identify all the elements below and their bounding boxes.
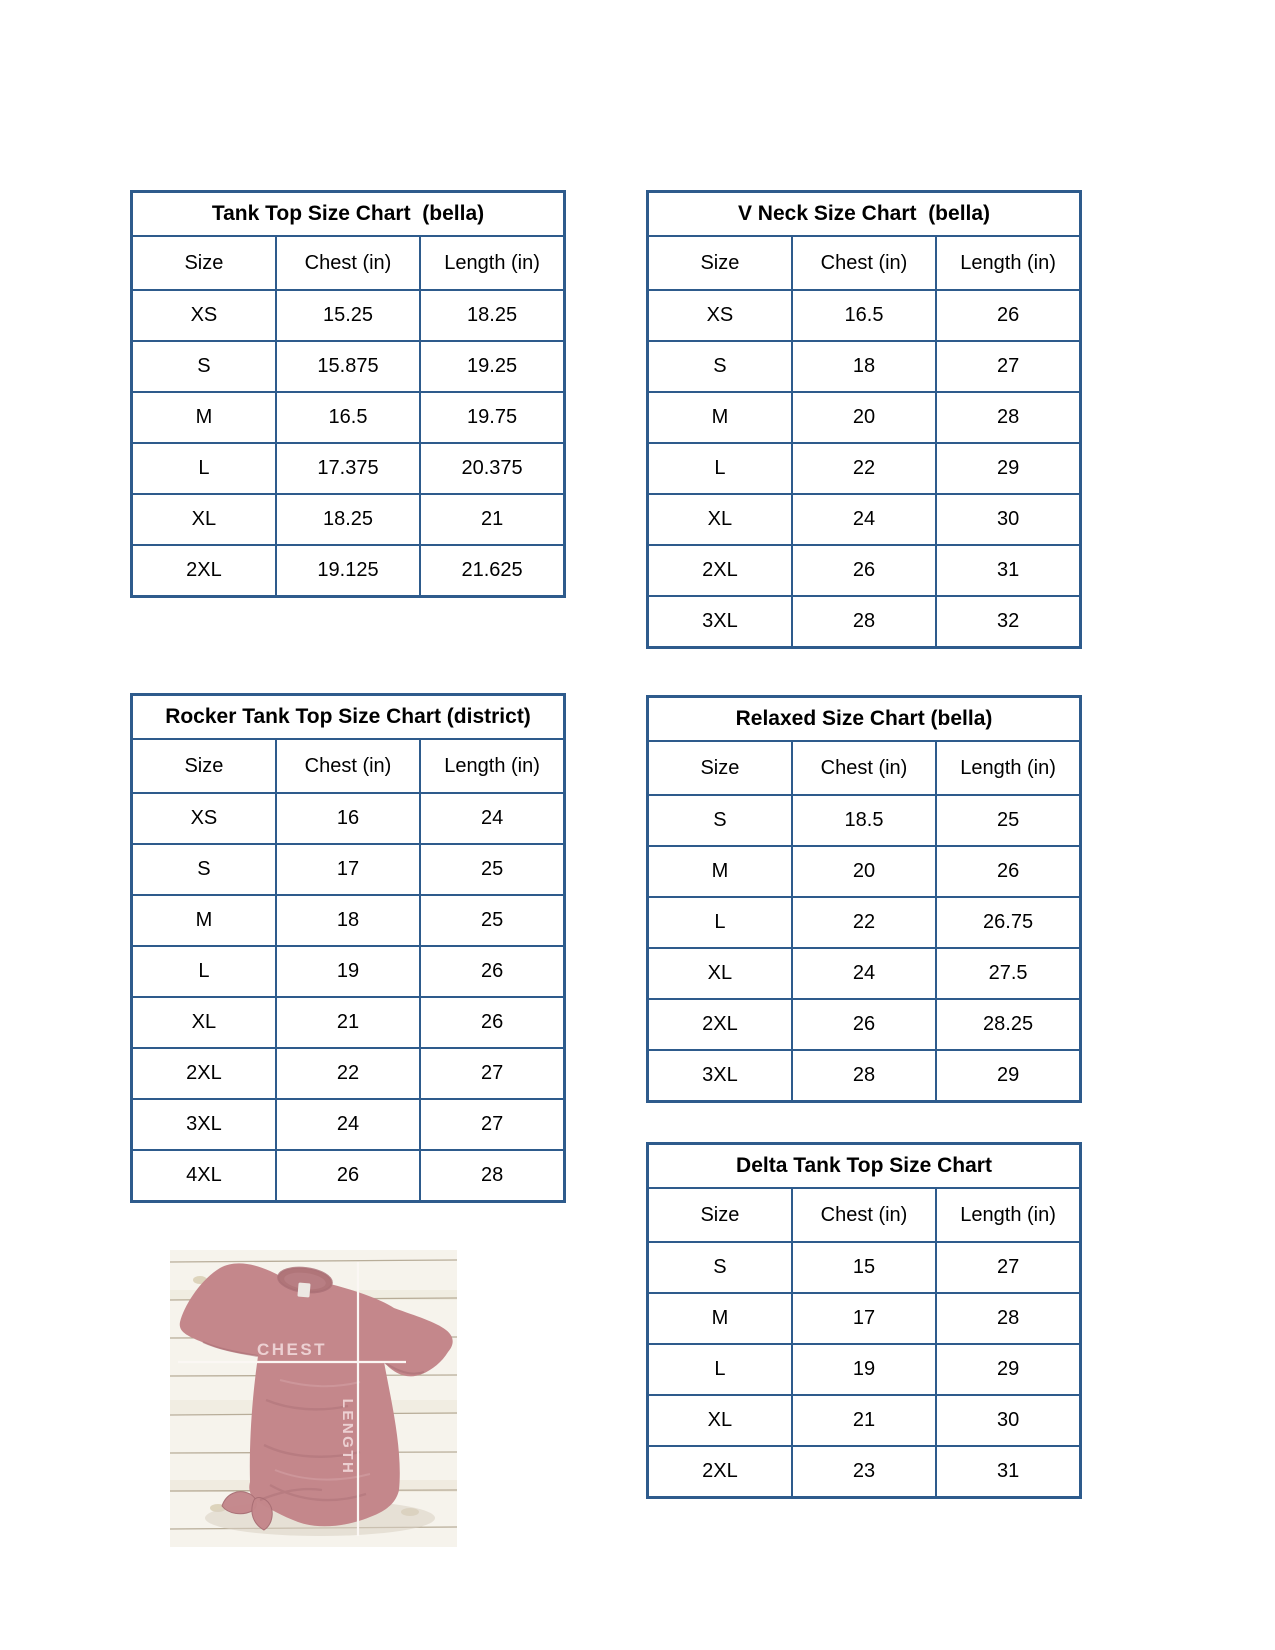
size-cell: 26 [792,545,936,596]
size-cell: M [648,846,792,897]
size-cell: 28 [936,1293,1080,1344]
size-cell: XL [648,1395,792,1446]
size-cell: 18 [792,341,936,392]
size-cell: 31 [936,545,1080,596]
size-cell: 20.375 [420,443,564,494]
table-row [648,1050,1081,1102]
size-cell: 28 [792,596,936,648]
size-table-delta [646,1142,1082,1499]
column-header: Size [648,1188,792,1242]
size-cell: 26 [792,999,936,1050]
size-cell: 30 [936,494,1080,545]
size-cell: XS [132,793,276,844]
size-cell: 17.375 [276,443,420,494]
header-row [648,236,1081,290]
header-row [132,236,565,290]
size-cell: 3XL [648,596,792,648]
size-cell: XL [132,997,276,1048]
table-row [648,290,1081,341]
size-cell: XS [648,290,792,341]
column-header: Size [132,236,276,290]
size-cell: 19.125 [276,545,420,597]
size-cell: 22 [276,1048,420,1099]
size-cell: XL [132,494,276,545]
table-row [132,946,565,997]
chest-label: CHEST [256,1340,328,1359]
column-header: Length (in) [420,739,564,793]
size-cell: S [648,341,792,392]
size-cell: 26 [420,997,564,1048]
shirt-measurement-photo [170,1250,457,1547]
table-row [132,997,565,1048]
size-cell: 26.75 [936,897,1080,948]
size-cell: 29 [936,443,1080,494]
size-cell: 18 [276,895,420,946]
size-cell: 19.75 [420,392,564,443]
size-cell: 2XL [132,545,276,597]
column-header: Length (in) [936,1188,1080,1242]
table-row [132,793,565,844]
table-row [648,1242,1081,1293]
table-row [132,494,565,545]
size-cell: 26 [276,1150,420,1202]
shirt-measurement-graphic [170,1250,457,1547]
header-row [648,741,1081,795]
table-row [648,545,1081,596]
size-cell: 21 [420,494,564,545]
table-row [648,999,1081,1050]
table-row [648,1395,1081,1446]
column-header: Length (in) [936,741,1080,795]
size-cell: 2XL [648,1446,792,1498]
table-row [132,290,565,341]
size-cell: L [132,443,276,494]
size-cell: 25 [420,895,564,946]
size-cell: M [648,1293,792,1344]
size-cell: 2XL [132,1048,276,1099]
size-cell: M [132,895,276,946]
table-row [648,341,1081,392]
table-row [648,443,1081,494]
size-cell: 29 [936,1050,1080,1102]
size-cell: 19.25 [420,341,564,392]
table-row [648,1344,1081,1395]
size-cell: L [648,1344,792,1395]
table-row [648,795,1081,846]
size-cell: 31 [936,1446,1080,1498]
size-cell: 21.625 [420,545,564,597]
table-row [132,1099,565,1150]
size-cell: 24 [792,948,936,999]
size-cell: 23 [792,1446,936,1498]
table-row [648,596,1081,648]
table-row [648,392,1081,443]
size-cell: 2XL [648,545,792,596]
table-title: Relaxed Size Chart (bella) [648,697,1081,742]
size-cell: XS [132,290,276,341]
length-label: LENGTH [339,1398,356,1476]
table-row [132,392,565,443]
size-cell: 22 [792,897,936,948]
size-table-tank-top [130,190,566,598]
size-cell: 19 [792,1344,936,1395]
size-cell: L [648,443,792,494]
size-cell: 22 [792,443,936,494]
size-cell: 15 [792,1242,936,1293]
table-row [132,1150,565,1202]
table-row [648,948,1081,999]
size-cell: XL [648,948,792,999]
size-cell: 26 [936,846,1080,897]
size-cell: M [132,392,276,443]
size-cell: 18.25 [276,494,420,545]
size-cell: 27 [420,1099,564,1150]
size-cell: XL [648,494,792,545]
size-table-relaxed [646,695,1082,1103]
column-header: Chest (in) [792,1188,936,1242]
size-cell: 25 [420,844,564,895]
table-row [132,895,565,946]
size-cell: 3XL [132,1099,276,1150]
size-cell: L [132,946,276,997]
table-row [132,545,565,597]
size-cell: L [648,897,792,948]
column-header: Size [648,236,792,290]
table-row [132,341,565,392]
table-row [132,844,565,895]
size-cell: 18.25 [420,290,564,341]
size-cell: 15.25 [276,290,420,341]
size-cell: 27.5 [936,948,1080,999]
size-cell: 20 [792,846,936,897]
table-row [132,1048,565,1099]
size-cell: 21 [276,997,420,1048]
size-cell: 28.25 [936,999,1080,1050]
column-header: Length (in) [936,236,1080,290]
size-cell: 3XL [648,1050,792,1102]
table-title: V Neck Size Chart (bella) [648,192,1081,237]
size-cell: 32 [936,596,1080,648]
table-row [648,494,1081,545]
size-cell: 21 [792,1395,936,1446]
size-cell: 24 [420,793,564,844]
size-cell: 25 [936,795,1080,846]
table-row [648,1293,1081,1344]
size-cell: 4XL [132,1150,276,1202]
table-row [648,1446,1081,1498]
size-cell: 27 [936,1242,1080,1293]
size-cell: M [648,392,792,443]
size-cell: 16 [276,793,420,844]
size-cell: S [648,795,792,846]
size-table-v-neck [646,190,1082,649]
column-header: Chest (in) [792,236,936,290]
size-cell: 16.5 [792,290,936,341]
header-row [648,1188,1081,1242]
column-header: Length (in) [420,236,564,290]
table-title: Tank Top Size Chart (bella) [132,192,565,237]
column-header: Chest (in) [276,739,420,793]
size-cell: 28 [420,1150,564,1202]
size-cell: 28 [936,392,1080,443]
size-cell: 27 [420,1048,564,1099]
size-cell: S [132,844,276,895]
size-cell: 15.875 [276,341,420,392]
size-table-rocker [130,693,566,1203]
size-cell: 28 [792,1050,936,1102]
size-cell: S [648,1242,792,1293]
size-cell: 18.5 [792,795,936,846]
size-cell: 27 [936,341,1080,392]
size-cell: 17 [276,844,420,895]
table-title: Rocker Tank Top Size Chart (district) [132,695,565,740]
column-header: Chest (in) [276,236,420,290]
size-cell: 30 [936,1395,1080,1446]
size-cell: 16.5 [276,392,420,443]
size-cell: 26 [420,946,564,997]
table-row [132,443,565,494]
table-row [648,846,1081,897]
size-cell: 17 [792,1293,936,1344]
size-cell: 26 [936,290,1080,341]
column-header: Chest (in) [792,741,936,795]
header-row [132,739,565,793]
size-cell: S [132,341,276,392]
table-row [648,897,1081,948]
size-cell: 29 [936,1344,1080,1395]
shirt-neck-tag [297,1283,310,1298]
size-cell: 24 [792,494,936,545]
size-cell: 24 [276,1099,420,1150]
table-title: Delta Tank Top Size Chart [648,1144,1081,1189]
size-cell: 2XL [648,999,792,1050]
column-header: Size [132,739,276,793]
size-cell: 20 [792,392,936,443]
size-cell: 19 [276,946,420,997]
column-header: Size [648,741,792,795]
